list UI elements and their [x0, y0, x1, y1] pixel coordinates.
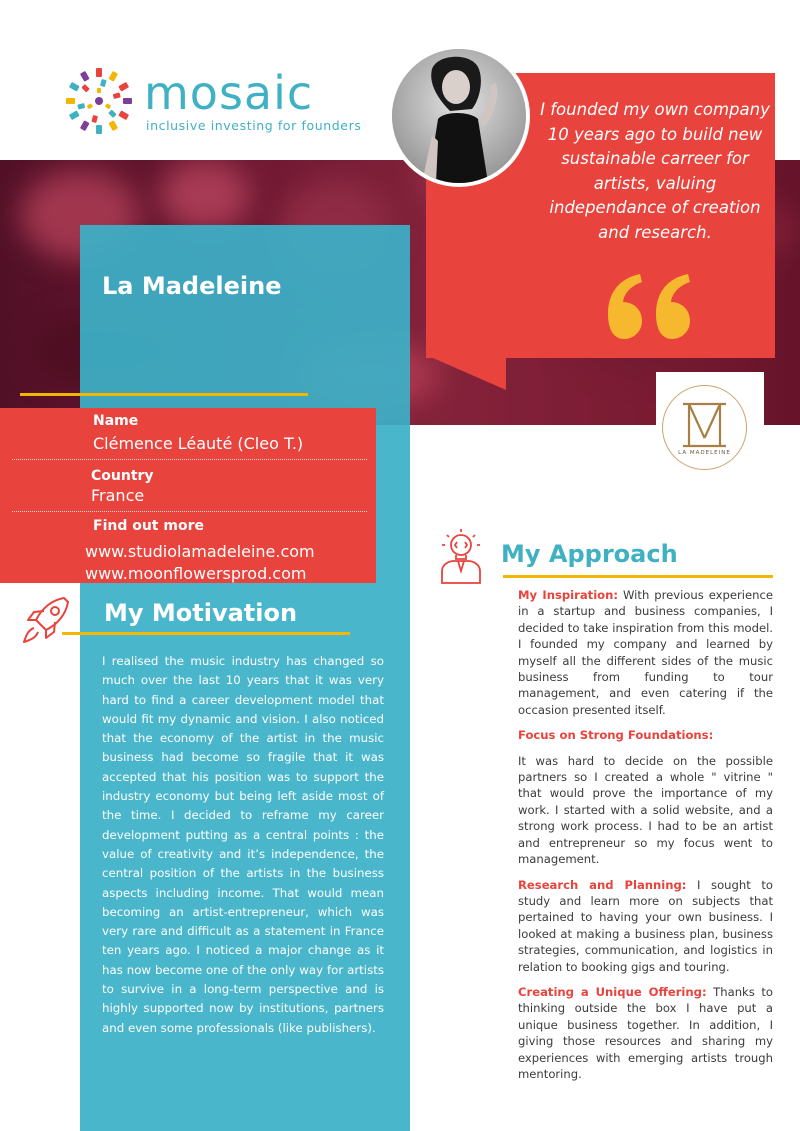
rocket-icon — [18, 592, 74, 648]
country-value: France — [91, 486, 145, 505]
divider — [12, 511, 367, 512]
idea-person-icon — [434, 527, 488, 585]
name-label: Name — [93, 413, 139, 429]
approach-paragraph — [518, 587, 773, 718]
mosaic-flower-icon — [64, 66, 134, 136]
find-out-more-label: Find out more — [93, 518, 204, 534]
founder-portrait — [388, 45, 530, 187]
mosaic-logo — [64, 66, 362, 136]
foundations-label: Focus on Strong Foundations: — [518, 728, 714, 743]
approach-paragraph — [518, 753, 773, 868]
offering-text: Thanks to thinking outside the box I have put a unique business together. In addition, I giving those resources and sharing my experiences with emerging artists trough mentoring. — [518, 984, 773, 1081]
country-label: Country — [91, 468, 154, 484]
info-panel — [0, 408, 376, 583]
offering-label: Creating a Unique Offering: — [518, 984, 707, 999]
la-madeleine-monogram-icon — [663, 386, 746, 469]
project-title: La Madeleine — [102, 272, 282, 300]
approach-heading: My Approach — [501, 540, 678, 568]
approach-paragraph — [518, 984, 773, 1082]
quote-marks-icon — [606, 270, 706, 340]
divider — [12, 459, 367, 460]
approach-paragraph — [518, 727, 773, 743]
la-madeleine-logo — [662, 385, 747, 470]
approach-body — [518, 587, 773, 1091]
inspiration-label: My Inspiration: — [518, 588, 619, 602]
website-link-2[interactable]: www.moonflowersprod.com — [85, 564, 307, 583]
research-label: Research and Planning: — [518, 877, 687, 892]
brand-tagline: inclusive investing for founders — [146, 118, 362, 133]
portrait-photo — [392, 49, 526, 183]
website-link-1[interactable]: www.studiolamadeleine.com — [85, 542, 315, 561]
quote-callout-tail — [426, 355, 506, 390]
approach-paragraph — [518, 877, 773, 975]
quote-text: I founded my own company 10 years ago to build new sustainable carreer for artists, valuing independance of creation and research. — [540, 100, 770, 242]
title-underline — [20, 393, 308, 396]
research-text: I sought to study and learn more on subjects that pertained to having your own business. I looked at making a business plan, business strategies, communication, and logistics in relation to booking gigs and touring. — [518, 877, 773, 974]
motivation-underline — [62, 632, 350, 635]
foundations-text: It was hard to decide on the possible partners so I created a whole " vitrine " that would prove the importance of my work. I started with a solid website, and a strong work process. I had to be an artist and entrepreneur so my focus went to management. — [518, 753, 773, 867]
motivation-body: I realised the music industry has changed so much over the last 10 years that it was very hard to find a career development model that would fit my dynamic and vision. I also noticed that the economy of the artist in the music business had become so fragile that it was accepted that his position was to support the industry economy but being left aside most of the time. I decided to reframe my career development putting as a central points : the value of creativity and it’s independence, the central position of the artists in the business aspects including income. That would mean becoming an artist-entrepreneur, which was very rare and difficult as a statement in France ten years ago. I noticed a major change as it has now become one of the only way for artists to survive in a long-term perspective and is highly supported now by institutions, partners and even some professionals (like publishers). — [102, 654, 384, 1035]
brand-name: mosaic — [144, 66, 314, 120]
approach-underline — [503, 575, 773, 578]
la-madeleine-caption: LA MADELEINE — [678, 450, 731, 456]
name-value: Clémence Léauté (Cleo T.) — [93, 434, 304, 453]
motivation-heading: My Motivation — [104, 599, 298, 627]
inspiration-text: With previous experience in a startup and business companies, I decided to take inspiration from this model. I founded my company and learned by myself all the different sides of the music business from funding to tour management, and even catering if the occasion presented itself. — [518, 588, 773, 717]
